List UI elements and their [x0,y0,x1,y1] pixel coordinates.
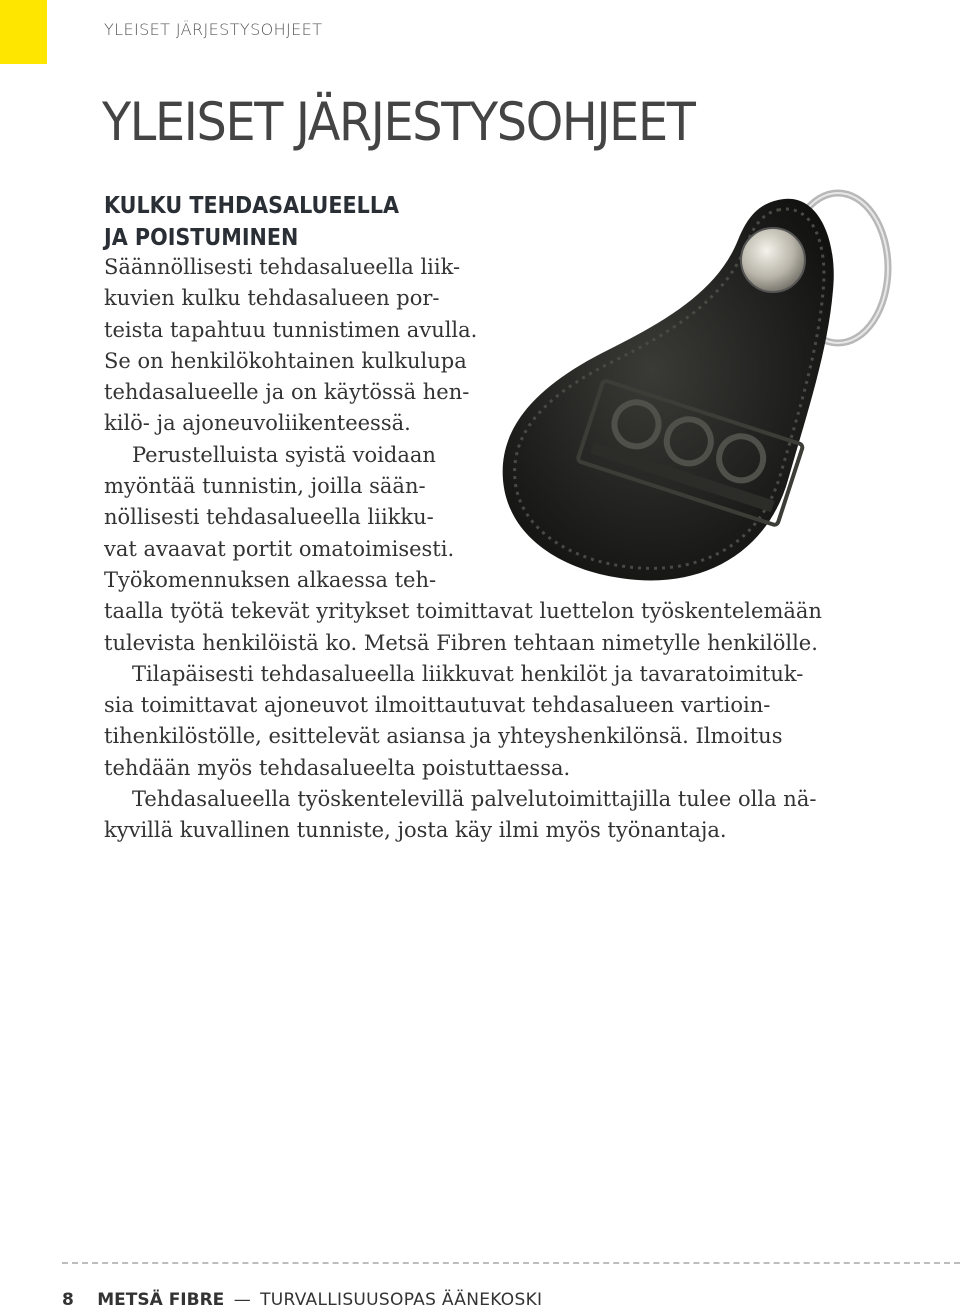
running-head: YLEISET JÄRJESTYSOHJEET [104,20,323,39]
body-line: sia toimittavat ajoneuvot ilmoittautuvat tehdasalueen vartioin- [104,693,771,718]
body-line: nöllisesti tehdasalueella liikku- [104,505,434,530]
page-footer [62,1290,542,1310]
body-line: tihenkilöstölle, esittelevät asiansa ja yhteyshenkilönsä. Ilmoitus [104,724,783,749]
body-line: Se on henkilökohtainen kulkulupa [104,348,467,373]
section-body [104,252,822,847]
body-line: myöntää tunnistin, joilla sään- [104,474,426,499]
body-line: Perustelluista syistä voidaan [132,442,436,467]
page-number: 8 [62,1290,74,1310]
footer-dash: — [233,1290,251,1310]
body-line: tehdään myös tehdasalueelta poistuttaessa. [104,755,571,780]
body-line: vat avaavat portit omatoimisesti. [104,536,455,561]
section-heading [104,190,399,254]
footer-brand: METSÄ FIBRE [97,1290,225,1310]
section-heading-line-1: KULKU TEHDASALUEELLA [104,193,400,219]
body-line: tehdasalueelle ja on käytössä hen- [104,380,470,405]
body-line: teista tapahtuu tunnistimen avulla. [104,317,478,342]
body-line: kyvillä kuvallinen tunniste, josta käy ilmi myös työnantaja. [104,818,727,843]
body-line: Säännöllisesti tehdasalueella liik- [104,255,461,279]
body-line: Tilapäisesti tehdasalueella liikkuvat henkilöt ja tavaratoimituk- [132,661,804,686]
body-line: tulevista henkilöistä ko. Metsä Fibren tehtaan nimetylle henkilölle. [104,630,818,655]
body-line: kilö- ja ajoneuvoliikenteessä. [104,411,411,436]
footer-divider [62,1262,960,1264]
footer-guide-title: TURVALLISUUSOPAS ÄÄNEKOSKI [260,1290,543,1310]
body-line: kuvien kulku tehdasalueen por- [104,286,440,311]
body-line: Tehdasalueella työskentelevillä palvelutoimittajilla tulee olla nä- [132,787,817,812]
page-title: YLEISET JÄRJESTYSOHJEET [102,92,695,153]
body-line: Työkomennuksen alkaessa teh- [104,567,437,592]
body-line: taalla työtä tekevät yritykset toimittavat luettelon työskentelemään [104,599,822,624]
section-heading-line-2: JA POISTUMINEN [104,225,299,251]
yellow-accent-block [0,0,47,64]
